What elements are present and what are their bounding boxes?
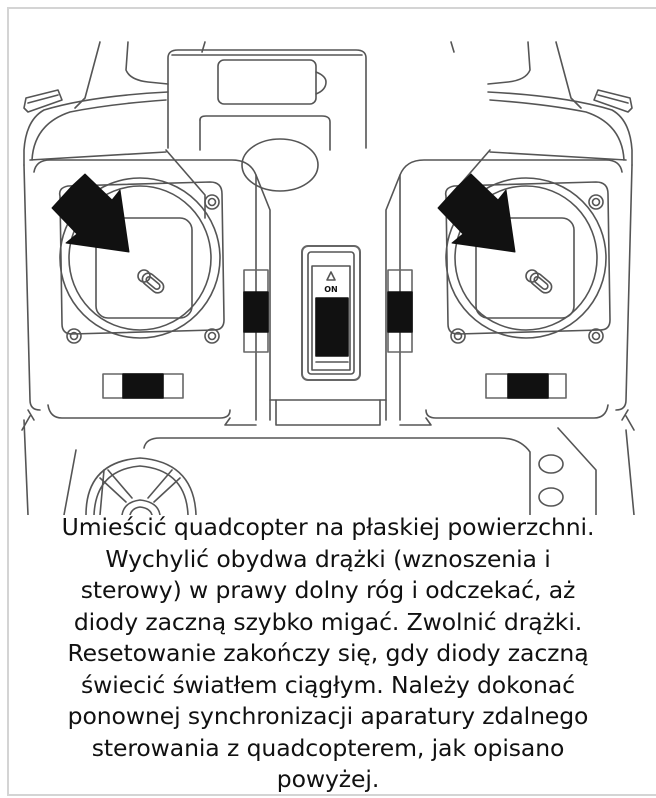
lower-panel (24, 420, 634, 515)
arrow-icon-left (52, 174, 129, 252)
switch-on-label: ON (324, 285, 338, 294)
instruction-line: Resetowanie zakończy się, gdy diody zaczną (67, 639, 589, 667)
power-switch (302, 246, 360, 380)
instruction-line: sterowania z quadcopterem, jak opisano (91, 733, 565, 762)
instruction-line: diody zaczną szybko migać. Zwolnić drążki. (73, 607, 583, 636)
instruction-line: Wychylić obydwa drążki (wznoszenia i (105, 544, 551, 573)
top-handles (24, 42, 632, 112)
instruction-text (14, 512, 642, 796)
instruction-line: sterowy) w prawy dolny róg i odczekać, aż (80, 576, 576, 604)
instruction-line: powyżej. (276, 765, 380, 793)
instruction-line: ponownej synchronizacji aparatury zdalnego (67, 702, 589, 730)
instruction-line: Umieścić quadcopter na płaskiej powierzchni. (61, 513, 595, 541)
instruction-line: świecić światłem ciągłym. Należy dokonać (81, 670, 575, 699)
arrow-icon-right (438, 174, 515, 252)
